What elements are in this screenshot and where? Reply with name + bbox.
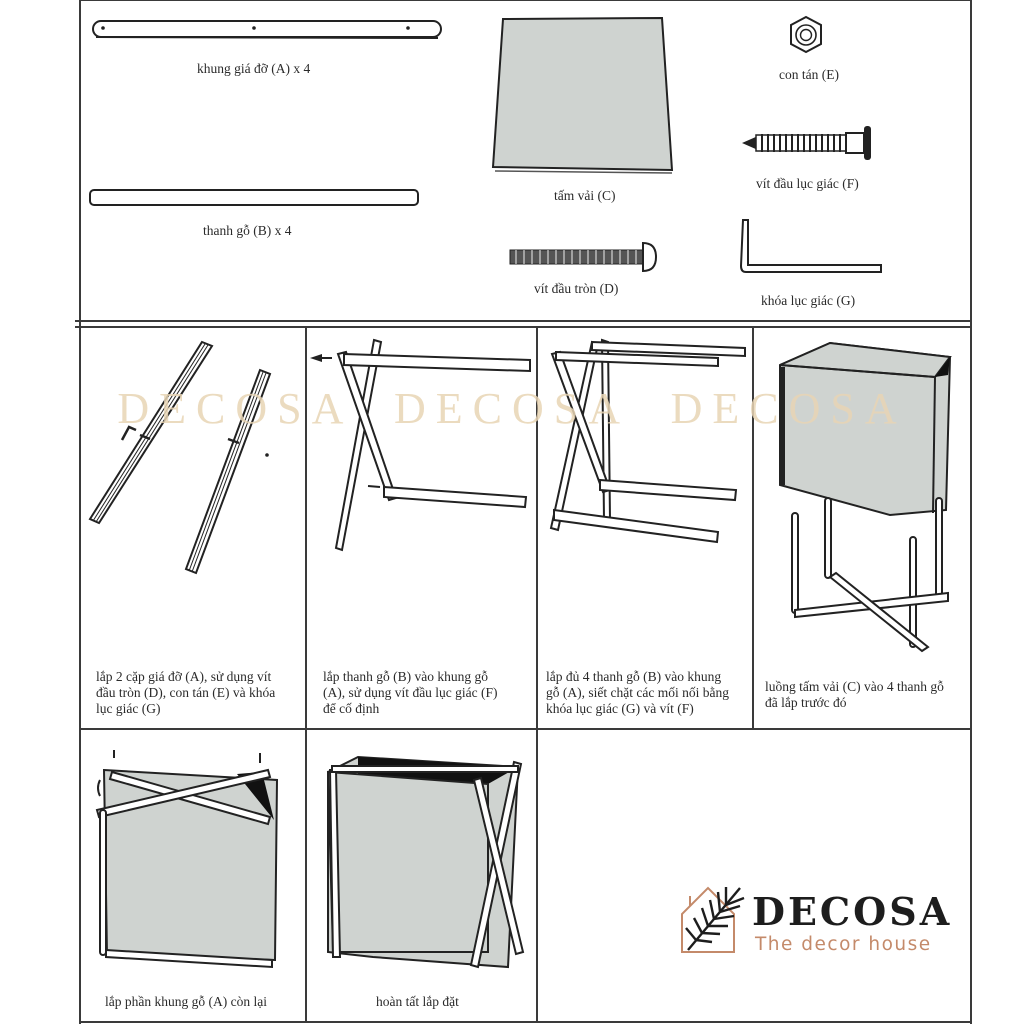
step3-line3: khóa lục giác (G) và vít (F) — [546, 701, 694, 716]
part-g-label: khóa lục giác (G) — [761, 293, 856, 308]
step1-line2: đầu tròn (D), con tán (E) và khóa — [96, 685, 276, 700]
step5-illustration — [92, 750, 297, 975]
step2-line3: để cố định — [323, 701, 380, 716]
step4-line2: đã lắp trước đó — [765, 695, 847, 710]
step6-line1: hoàn tất lắp đặt — [376, 994, 459, 1009]
step1-line3: lục giác (G) — [96, 701, 161, 716]
step1-line1: lắp 2 cặp giá đỡ (A), sử dụng vít — [96, 669, 272, 684]
hex-key-g-icon — [738, 216, 888, 276]
step4-line1: luồng tấm vải (C) vào 4 thanh gỗ — [765, 679, 944, 694]
col-divider-2 — [536, 328, 538, 1022]
section-divider-2 — [75, 326, 972, 328]
row-divider — [79, 728, 972, 730]
step2-caption — [323, 669, 498, 717]
step6-illustration — [318, 752, 528, 982]
step4-caption — [765, 679, 944, 711]
part-f-label: vít đầu lục giác (F) — [756, 176, 859, 191]
support-frame-a-illustration — [90, 18, 450, 42]
step2-line2: (A), sử dụng vít đầu lục giác (F) — [323, 685, 498, 700]
part-e-label: con tán (E) — [779, 67, 839, 82]
part-c-label: tấm vải (C) — [554, 188, 616, 203]
step3-line2: gỗ (A), siết chặt các mối nối bằng — [546, 685, 729, 700]
part-a-label: khung giá đỡ (A) x 4 — [197, 61, 311, 76]
step6-caption — [376, 994, 459, 1010]
logo-tagline: The decor house — [755, 934, 932, 955]
nut-e-icon — [786, 15, 826, 55]
step5-caption — [105, 994, 267, 1010]
step4-illustration — [770, 335, 960, 660]
step3-caption — [546, 669, 729, 717]
logo-name: DECOSA — [752, 889, 953, 934]
round-screw-d-icon — [508, 240, 658, 276]
step3-illustration — [540, 330, 750, 560]
house-leaf-logo-icon — [676, 884, 751, 959]
hex-screw-f-icon — [740, 124, 880, 164]
frame-bottom — [79, 1021, 972, 1023]
step3-line1: lắp đủ 4 thanh gỗ (B) vào khung — [546, 669, 722, 684]
col-divider-3 — [752, 328, 754, 728]
wood-bar-b-illustration — [88, 188, 422, 208]
part-b-label: thanh gỗ (B) x 4 — [203, 223, 292, 238]
section-divider-1 — [75, 320, 972, 322]
step2-illustration — [308, 330, 534, 560]
step2-line1: lắp thanh gỗ (B) vào khung gỗ — [323, 669, 488, 684]
col-divider-1 — [305, 328, 307, 1022]
part-d-label: vít đầu tròn (D) — [534, 281, 619, 296]
fabric-sheet-c-illustration — [490, 15, 680, 175]
step1-caption — [96, 669, 275, 717]
frame-top — [79, 0, 972, 1]
step5-line1: lắp phần khung gỗ (A) còn lại — [105, 994, 267, 1009]
decosa-watermark: DECOSA DECOSA DECOSA — [117, 384, 907, 433]
frame-left — [79, 0, 81, 1024]
step1-illustration — [82, 330, 302, 580]
frame-right — [970, 0, 972, 1024]
